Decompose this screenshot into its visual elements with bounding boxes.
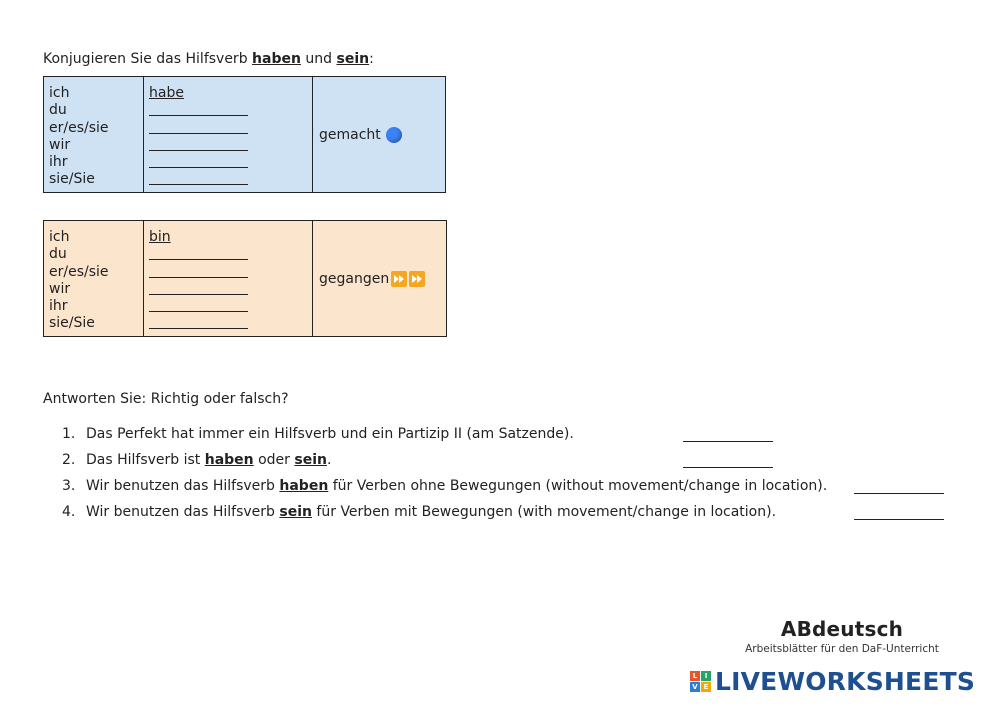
answer-blank-du[interactable] <box>149 246 248 260</box>
liveworksheets-text: LIVEWORKSHEETS <box>715 667 976 696</box>
pronoun: er/es/sie <box>49 119 109 136</box>
question-3: 3. Wir benutzen das Hilfsverb haben für Verben ohne Bewegungen (without movement/change in location). <box>62 478 828 494</box>
pronoun: du <box>49 102 67 119</box>
participle-gegangen: gegangen <box>319 270 390 287</box>
instruction-text: Konjugieren Sie das Hilfsverb haben und sein: <box>43 51 374 67</box>
verb-sein: sein <box>336 51 370 67</box>
brand-name: ABdeutsch <box>780 617 904 641</box>
answer-blank-du[interactable] <box>149 102 248 116</box>
fast-forward-icon <box>409 271 425 287</box>
question-1: 1. Das Perfekt hat immer ein Hilfsverb und ein Partizip II (am Satzende). <box>62 426 574 442</box>
answer-field-1[interactable] <box>683 428 773 442</box>
haben-conjugation-table <box>43 76 446 193</box>
pronoun: wir <box>49 136 71 153</box>
participle-gemacht: gemacht <box>319 126 381 143</box>
answer-blank-ihr[interactable] <box>149 298 248 312</box>
example-form-bin: bin <box>149 229 171 245</box>
pronoun: ich <box>49 85 70 101</box>
pronoun: ich <box>49 229 70 245</box>
pronoun: sie/Sie <box>49 171 95 188</box>
form-column <box>144 77 313 192</box>
form-column <box>144 221 313 336</box>
pronoun: wir <box>49 280 71 297</box>
pronoun: ihr <box>49 298 68 315</box>
participle-cell <box>313 77 445 192</box>
answer-blank-wir[interactable] <box>149 281 248 295</box>
answer-blank-er-es-sie[interactable] <box>149 264 248 278</box>
liveworksheets-logo <box>690 667 975 696</box>
question-4: 4. Wir benutzen das Hilfsverb sein für Verben mit Bewegungen (with movement/change in location). <box>62 504 777 520</box>
verb-haben: haben <box>252 51 301 67</box>
answer-blank-ihr[interactable] <box>149 154 248 168</box>
answer-blank-er-es-sie[interactable] <box>149 120 248 134</box>
questions-title: Antworten Sie: Richtig oder falsch? <box>43 391 289 407</box>
pronoun: ihr <box>49 154 68 171</box>
liveworksheets-icon: L I V E <box>690 671 711 692</box>
example-form-habe: habe <box>149 85 184 101</box>
pronoun-column <box>44 77 144 192</box>
answer-blank-wir[interactable] <box>149 137 248 151</box>
answer-field-4[interactable] <box>854 506 944 520</box>
pronoun: du <box>49 246 67 263</box>
abdeutsch-brand <box>742 617 942 655</box>
brand-tagline: Arbeitsblätter für den DaF-Unterricht <box>745 643 939 655</box>
pronoun: sie/Sie <box>49 315 95 332</box>
participle-cell <box>313 221 446 336</box>
fast-forward-icon <box>391 271 407 287</box>
pronoun: er/es/sie <box>49 263 109 280</box>
answer-blank-sie-Sie[interactable] <box>149 315 248 329</box>
answer-field-3[interactable] <box>854 480 944 494</box>
pronoun-column <box>44 221 144 336</box>
blue-circle-icon <box>386 127 402 143</box>
answer-field-2[interactable] <box>683 454 773 468</box>
question-2: 2. Das Hilfsverb ist haben oder sein. <box>62 452 332 468</box>
answer-blank-sie-Sie[interactable] <box>149 171 248 185</box>
sein-conjugation-table <box>43 220 447 337</box>
